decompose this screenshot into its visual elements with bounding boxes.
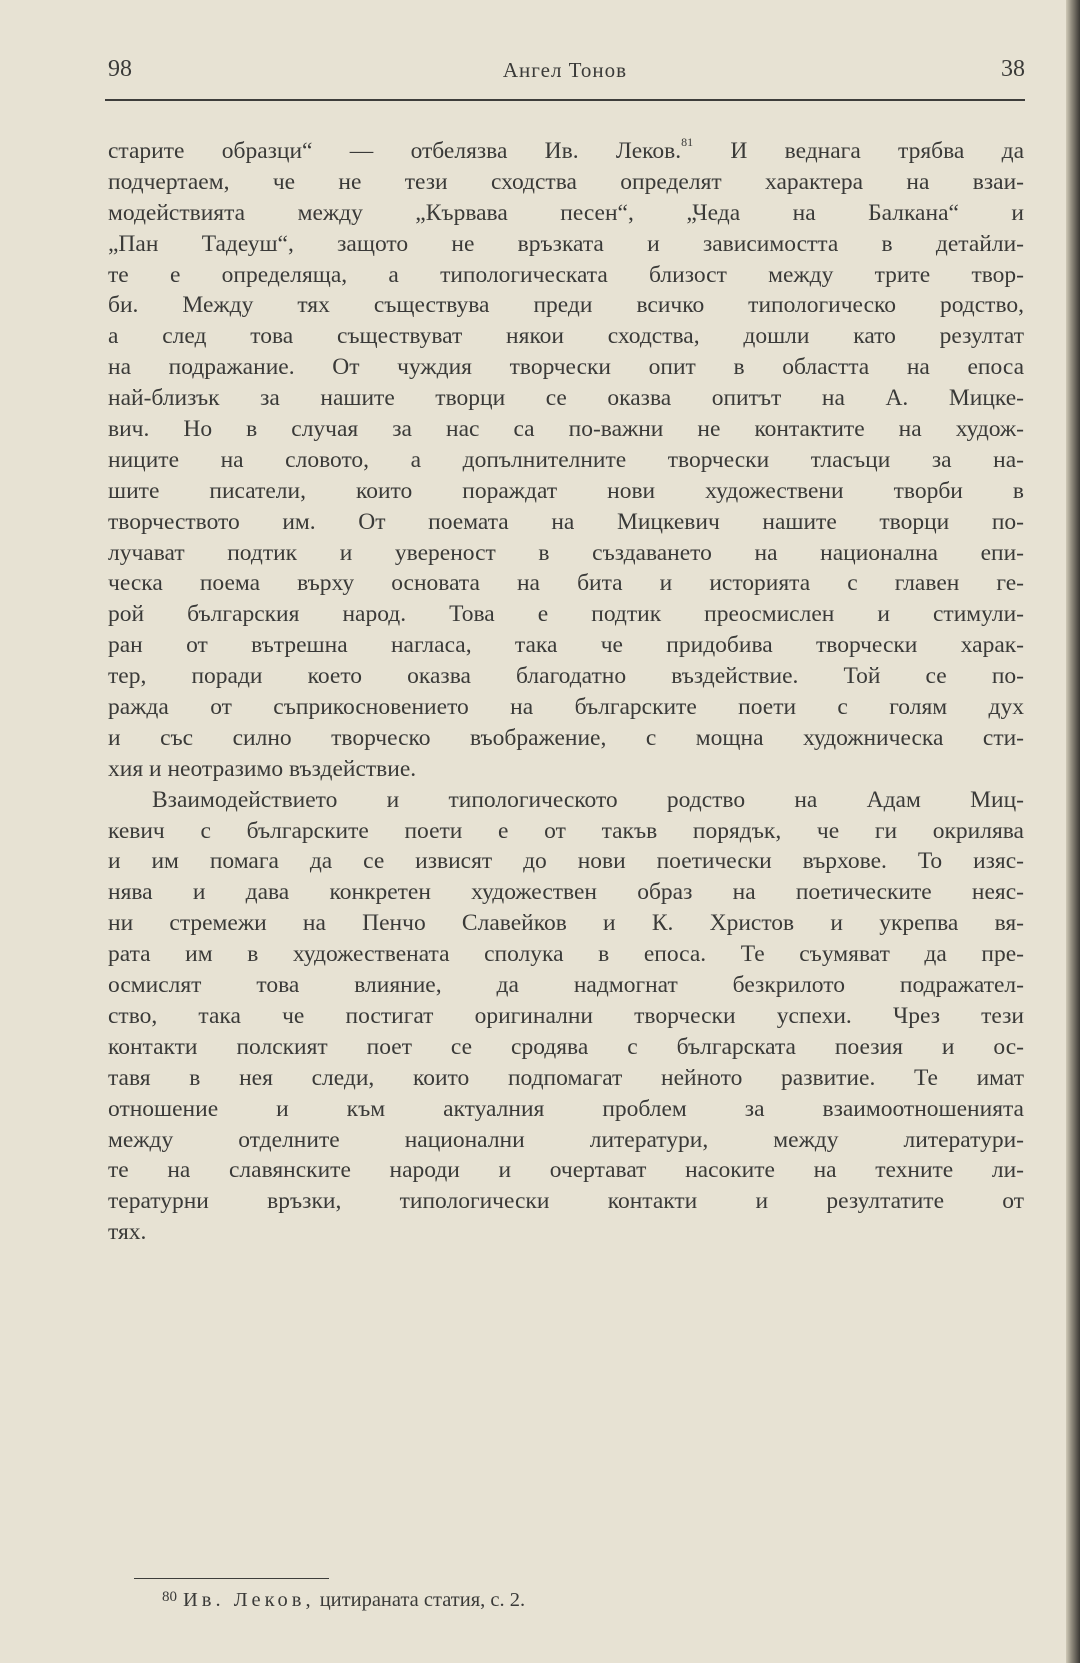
body-line: „Пан Тадеуш“, защото не връзката и зависимостта в детайли-	[108, 230, 1024, 257]
body-line: контакти полският поет се сродява с българската поезия и ос-	[108, 1033, 1024, 1060]
body-line: тавя в нея следи, които подпомагат нейното развитие. Те имат	[108, 1064, 1024, 1091]
footnote-rule	[134, 1578, 329, 1579]
body-line: най-близък за нашите творци се оказва опитът на А. Мицке-	[108, 385, 1024, 412]
body-line: модействията между „Кървава песен“, „Чеда на Балкана“ и	[108, 199, 1024, 226]
page-number-left: 98	[108, 56, 132, 82]
footnote-author: Ив. Леков,	[183, 1589, 315, 1611]
body-line: кевич с българските поети е от такъв порядък, че ги окрилява	[108, 817, 1024, 844]
body-line: отношение и към актуалния проблем за взаимоотношенията	[108, 1095, 1024, 1122]
header-rule	[105, 99, 1025, 101]
body-line: лучават подтик и увереност в създаването на национална епи-	[108, 539, 1024, 566]
body-line: тях.	[108, 1219, 147, 1246]
body-line: на подражание. От чуждия творчески опит в областта на епоса	[108, 354, 1024, 381]
body-line: осмислят това влияние, да надмогнат безкрилото подражател-	[108, 972, 1024, 999]
body-line: тературни връзки, типологически контакти и резултатите от	[108, 1188, 1024, 1215]
body-line: ниците на словото, а допълнителните творчески тласъци за на-	[108, 446, 1024, 473]
running-header	[105, 52, 1025, 96]
body-line: ражда от съприкосновението на българските поети с голям дух	[108, 694, 1024, 721]
body-line: тер, поради което оказва благодатно въздействие. Той се по-	[108, 663, 1024, 690]
running-title: Ангел Тонов	[502, 58, 628, 82]
footnote	[162, 1589, 525, 1612]
body-line: рой българския народ. Това е подтик преосмислен и стимули-	[108, 601, 1024, 628]
body-line: шите писатели, които пораждат нови художествени творби в	[108, 477, 1024, 504]
book-spine-edge	[1066, 0, 1080, 1663]
body-text	[108, 136, 1024, 1248]
body-line: Взаимодействието и типологическото родство на Адам Миц-	[152, 786, 1024, 813]
footnote-ref: 81	[681, 135, 694, 149]
footnote-text: цитираната статия, с. 2.	[319, 1589, 526, 1611]
body-line: вич. Но в случая за нас са по-важни не контактите на худож-	[108, 416, 1024, 443]
body-line: и със силно творческо въображение, с мощна художническа сти-	[108, 724, 1024, 751]
footnote-number: 80	[162, 1589, 177, 1605]
body-line: хия и неотразимо въздействие.	[108, 755, 417, 782]
body-line: ни стремежи на Пенчо Славейков и К. Христов и укрепва вя-	[108, 910, 1024, 937]
body-line: те е определяща, а типологическата близост между трите твор-	[108, 261, 1024, 288]
body-line: ческа поема върху основата на бита и историята с главен ге-	[108, 570, 1024, 597]
body-line: старите образци“ — отбелязва Ив. Леков.$^{81}$ И веднага трябва да	[108, 135, 1025, 164]
page-number-right: 38	[1001, 56, 1025, 82]
body-line: между отделните национални литератури, между литератури-	[108, 1126, 1024, 1153]
body-line: рата им в художествената сполука в епоса. Те съумяват да пре-	[108, 941, 1024, 968]
body-line: творчеството им. От поемата на Мицкевич нашите творци по-	[108, 508, 1024, 535]
body-line: ран от вътрешна нагласа, така че придобива творчески харак-	[108, 632, 1024, 659]
body-line: те на славянските народи и очертават насоките на техните ли-	[108, 1157, 1024, 1184]
body-line: ство, така че постигат оригинални творчески успехи. Чрез тези	[108, 1002, 1024, 1029]
body-line: нява и дава конкретен художествен образ на поетическите неяс-	[108, 879, 1024, 906]
body-line: и им помага да се извисят до нови поетически върхове. То изяс-	[108, 848, 1024, 875]
body-line: подчертаем, че не тези сходства определят характера на взаи-	[108, 168, 1024, 195]
body-line: би. Между тях съществува преди всичко типологическо родство,	[108, 292, 1024, 319]
body-line: а след това съществуват някои сходства, дошли като резултат	[108, 323, 1024, 350]
